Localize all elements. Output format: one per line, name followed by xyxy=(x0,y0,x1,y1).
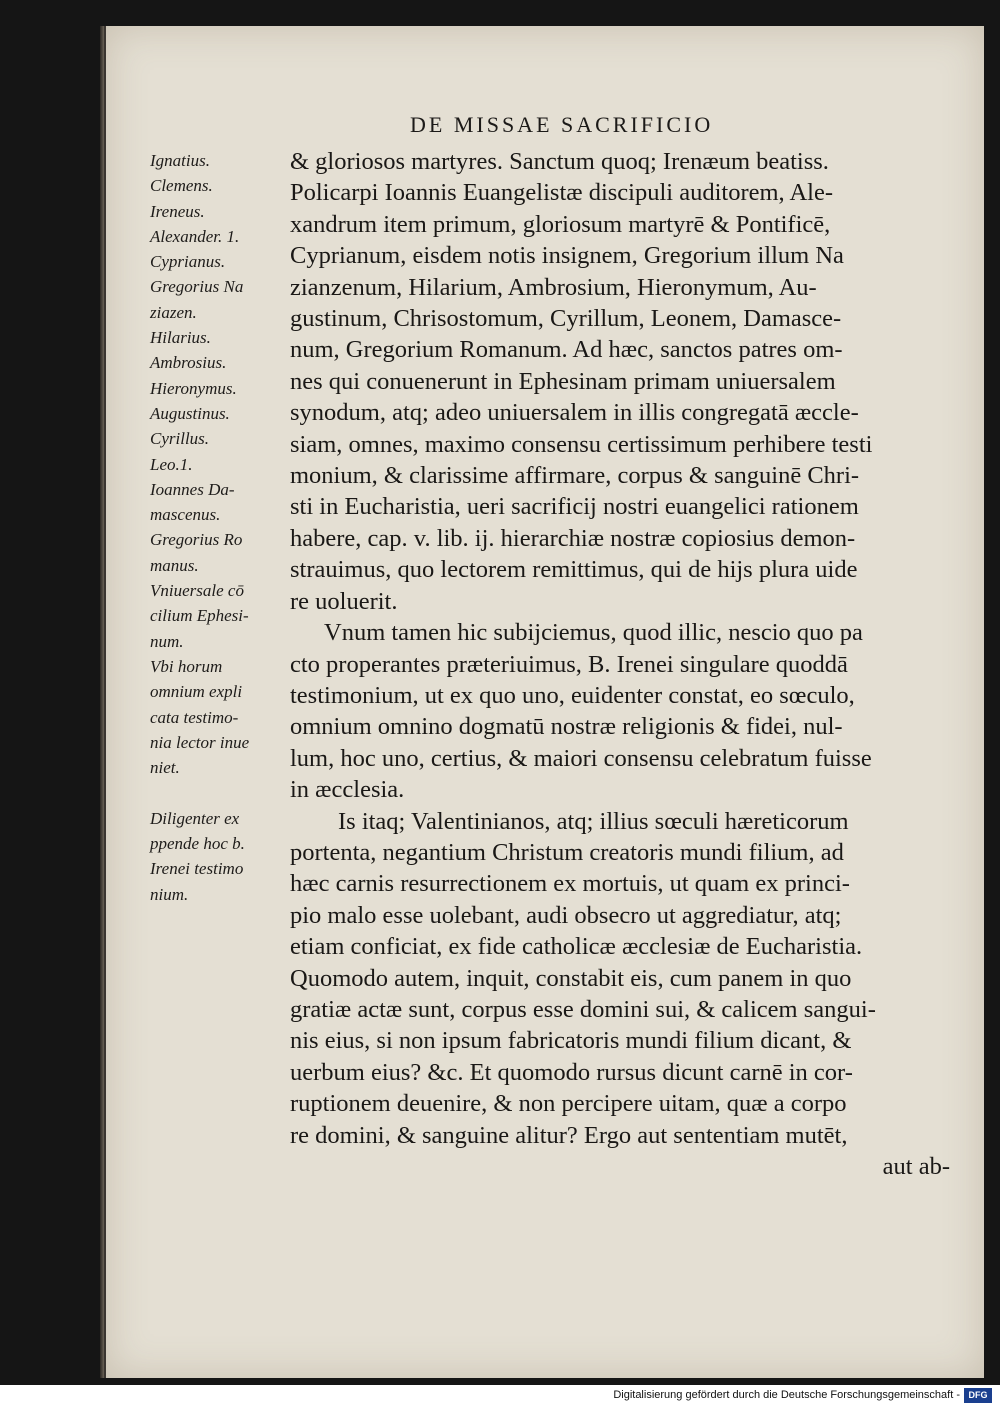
text-line: strauimus, quo lectorem remittimus, qui de hijs plura uide xyxy=(290,556,858,584)
catchword: aut ab- xyxy=(882,1153,950,1180)
text-line: portenta, negantium Christum creatoris mundi filium, ad xyxy=(290,838,844,866)
margin-note: niet. xyxy=(150,758,180,778)
text-line: habere, cap. v. lib. ij. hierarchiæ nostræ copiosius demon- xyxy=(290,524,856,552)
margin-note: Hieronymus. xyxy=(150,378,237,398)
margin-note: Augustinus. xyxy=(150,403,230,423)
margin-note: Cyrillus. xyxy=(150,429,210,449)
text-line-paragraph-start: Vnum tamen hic subijciemus, quod illic, nescio quo pa xyxy=(324,619,863,647)
margin-note: Leo.1. xyxy=(150,454,193,474)
text-line: testimonium, ut ex quo uno, euidenter constat, eo sœculo, xyxy=(290,681,855,709)
margin-note: Diligenter ex xyxy=(150,808,240,828)
text-line: nes qui conuenerunt in Ephesinam primam uniuersalem xyxy=(290,367,836,395)
text-line: re domini, & sanguine alitur? Ergo aut sententiam mutēt, xyxy=(290,1121,848,1149)
margin-note: ppende hoc b. xyxy=(150,834,245,854)
dfg-logo-icon: DFG xyxy=(964,1388,992,1403)
margin-note: Vniuersale cō xyxy=(150,581,244,601)
margin-note: Ignatius. xyxy=(150,151,210,170)
text-line: sti in Eucharistia, ueri sacrificij nostri euangelici rationem xyxy=(290,493,859,521)
margin-note: nium. xyxy=(150,884,189,904)
text-line: gustinum, Chrisostomum, Cyrillum, Leonem, Damasce- xyxy=(290,305,842,333)
margin-note: omnium expli xyxy=(150,682,243,702)
text-line: num, Gregorium Romanum. Ad hæc, sanctos patres om- xyxy=(290,336,843,364)
text-line: Policarpi Ioannis Euangelistæ discipuli auditorem, Ale- xyxy=(290,179,833,207)
funding-credit: Digitalisierung gefördert durch die Deutsche Forschungsgemeinschaft - xyxy=(613,1389,960,1401)
margin-note: nia lector inue xyxy=(150,732,250,752)
text-line: pio malo esse uolebant, audi obsecro ut aggrediatur, atq; xyxy=(290,901,842,929)
margin-note: Cyprianus. xyxy=(150,252,226,272)
text-line: nis eius, si non ipsum fabricatoris mundi filium dicant, & xyxy=(290,1027,852,1055)
text-line: xandrum item primum, gloriosum martyrē & Pontificē, xyxy=(290,210,831,238)
margin-note: Alexander. 1. xyxy=(150,226,240,246)
margin-note: ziazen. xyxy=(150,302,197,322)
text-line: Quomodo autem, inquit, constabit eis, cum panem in quo xyxy=(290,964,852,992)
main-text-block xyxy=(290,146,950,1182)
margin-note: Gregorius Na xyxy=(150,277,244,297)
running-header: DE MISSAE SACRIFICIO xyxy=(410,112,714,137)
text-line: monium, & clarissime affirmare, corpus & sanguinē Chri- xyxy=(290,462,860,490)
margin-note: Vbi horum xyxy=(150,656,223,676)
margin-note: cata testimo- xyxy=(150,707,239,727)
text-line-paragraph-start: Is itaq; Valentinianos, atq; illius sœculi hæreticorum xyxy=(338,807,849,835)
margin-note: Ireneus. xyxy=(150,201,205,221)
margin-note: Ioannes Da- xyxy=(150,479,235,499)
text-line: omnium omnino dogmatū nostræ religionis & fidei, nul- xyxy=(290,713,843,741)
text-line: ruptionem deuenire, & non percipere uitam, quæ a corpo xyxy=(290,1090,847,1118)
text-line: lum, hoc uno, certius, & maiori consensu celebratum fuisse xyxy=(290,744,872,772)
text-line: re uoluerit. xyxy=(290,587,398,615)
text-line: Cyprianum, eisdem notis insignem, Gregorium illum Na xyxy=(290,242,844,270)
text-line: etiam conficiat, ex fide catholicæ æcclesiæ de Eucharistia. xyxy=(290,933,863,961)
text-line: gratiæ actæ sunt, corpus esse domini sui, & calicem sangui- xyxy=(290,995,876,1023)
text-line: siam, omnes, maximo consensu certissimum perhibere testi xyxy=(290,430,873,458)
margin-note: mascenus. xyxy=(150,505,221,525)
text-line: & gloriosos martyres. Sanctum quoq; Irenæum beatiss. xyxy=(290,148,829,175)
footer-bar xyxy=(0,1385,1000,1407)
text-line: cto properantes præteriuimus, B. Irenei singulare quoddā xyxy=(290,650,848,678)
margin-note: Clemens. xyxy=(150,176,213,196)
margin-note: Hilarius. xyxy=(150,328,211,348)
margin-note: manus. xyxy=(150,555,199,575)
margin-notes xyxy=(150,148,290,907)
text-line: hæc carnis resurrectionem ex mortuis, ut quam ex princi- xyxy=(290,870,850,898)
margin-note: Ambrosius. xyxy=(150,353,227,373)
margin-note: num. xyxy=(150,631,184,651)
text-line: synodum, atq; adeo uniuersalem in illis congregatā æccle- xyxy=(290,399,859,427)
margin-note: cilium Ephesi- xyxy=(150,606,249,626)
margin-note: Gregorius Ro xyxy=(150,530,243,550)
text-line: in æcclesia. xyxy=(290,776,405,804)
margin-note: Irenei testimo xyxy=(150,859,244,879)
margin-note-spacer xyxy=(150,780,290,805)
text-line: zianzenum, Hilarium, Ambrosium, Hieronymum, Au- xyxy=(290,273,817,301)
text-line: uerbum eius? &c. Et quomodo rursus dicunt carnē in cor- xyxy=(290,1058,853,1086)
